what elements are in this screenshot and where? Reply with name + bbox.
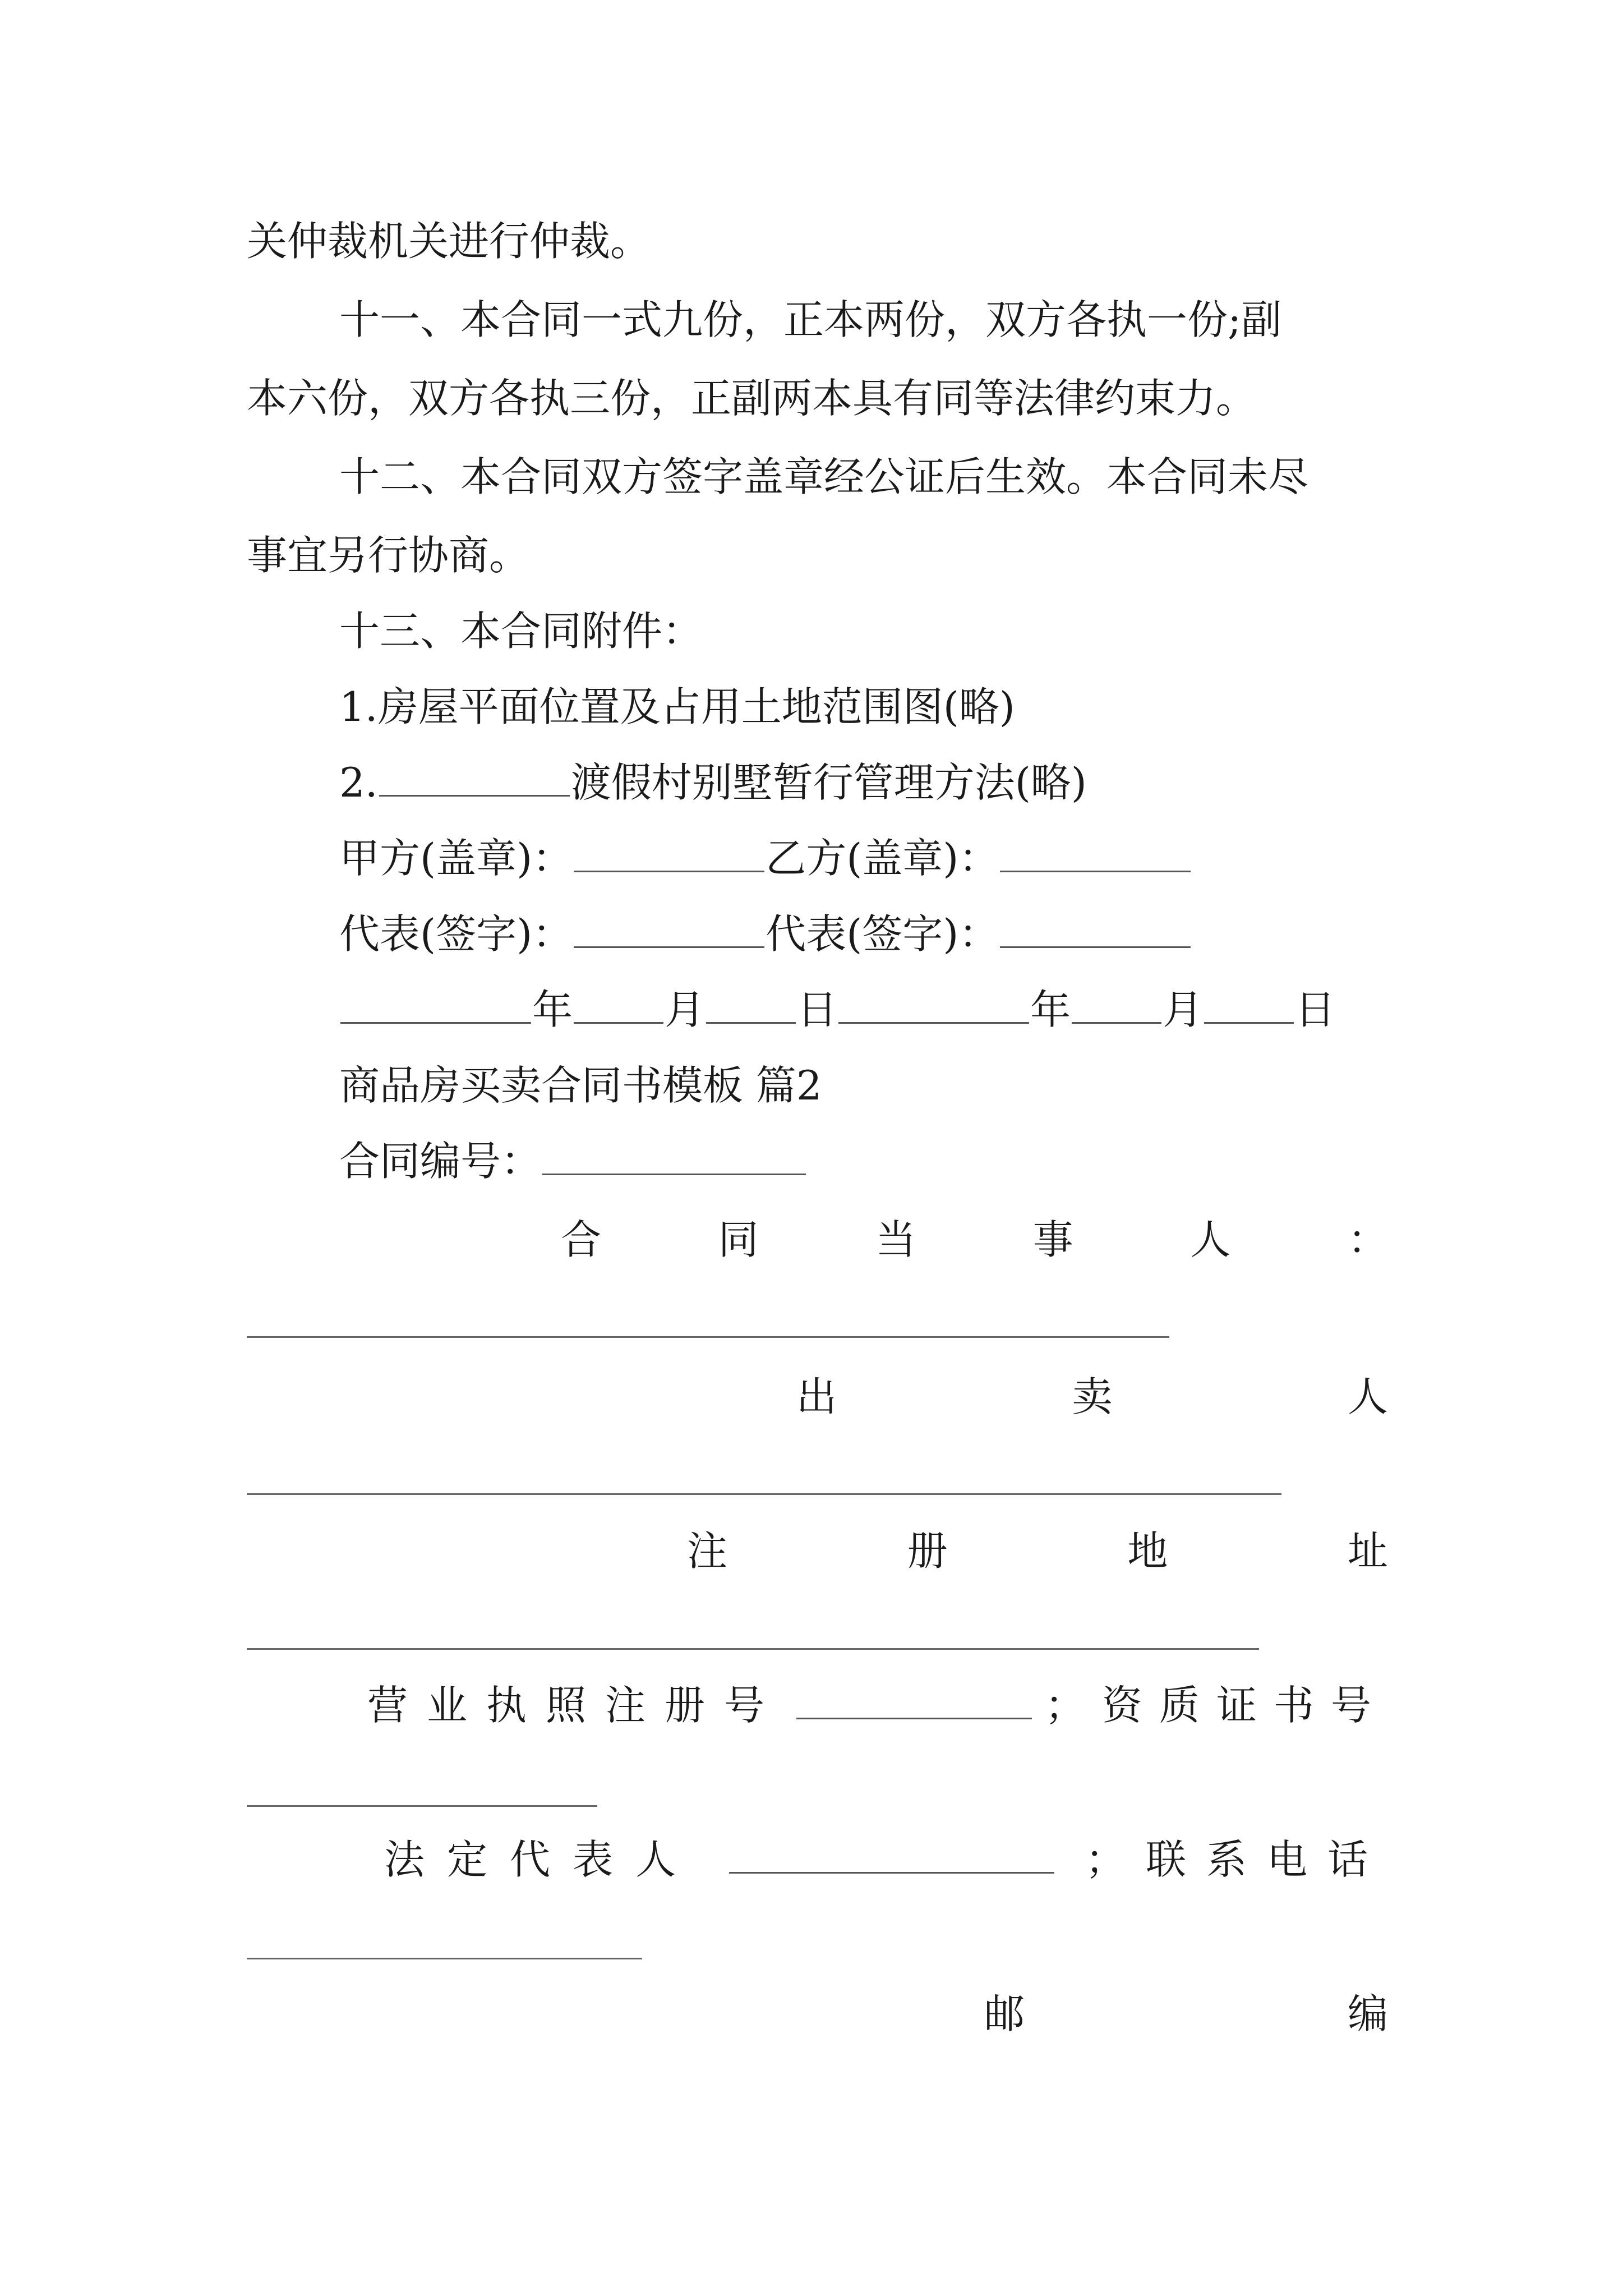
seller-blank-line <box>247 1493 1281 1495</box>
legal-rep-blank <box>729 1861 1054 1874</box>
party-b-seal-blank <box>1000 859 1191 872</box>
address-heading <box>687 1517 1388 1585</box>
parties-heading <box>561 1206 1388 1273</box>
attachment-1: 1.房屋平面位置及占用土地范围图(略) <box>339 683 1015 730</box>
month-label: 月 <box>1163 986 1204 1033</box>
party-b-month-blank <box>1072 1011 1161 1024</box>
clause-12-line1: 十二、本合同双方签字盖章经公证后生效。本合同未尽 <box>339 453 1309 500</box>
year-label: 年 <box>532 986 573 1033</box>
contract-number-label: 合同编号： <box>339 1138 542 1185</box>
clause-11-line1: 十一、本合同一式九份，正本两份，双方各执一份;副 <box>339 296 1282 343</box>
clause-12-line2: 事宜另行协商。 <box>247 532 530 579</box>
party-a-day-blank <box>706 1011 796 1024</box>
seal-line <box>339 825 1388 892</box>
contract-number-blank <box>542 1162 806 1175</box>
postcode-char: 邮 <box>984 1990 1025 2037</box>
address-char: 册 <box>907 1527 948 1575</box>
day-label: 日 <box>1295 986 1336 1033</box>
parties-char: 同 <box>718 1216 759 1263</box>
attachment-2-number: 2. <box>339 759 378 806</box>
year-label: 年 <box>1030 986 1071 1033</box>
postcode-char: 编 <box>1347 1990 1388 2037</box>
party-b-seal-label: 乙方(盖章)： <box>766 835 999 882</box>
seller-char: 卖 <box>1072 1373 1113 1420</box>
cert-number-blank-line <box>247 1805 597 1807</box>
seller-char: 人 <box>1347 1373 1388 1420</box>
party-b-rep-blank <box>1000 935 1191 948</box>
parties-blank-line <box>247 1336 1169 1338</box>
legal-rep-label: 法定代表人 <box>384 1836 699 1883</box>
seller-heading <box>796 1363 1388 1430</box>
month-label: 月 <box>665 986 706 1033</box>
para-arbitration-end: 关仲裁机关进行仲裁。 <box>247 218 651 265</box>
address-char: 址 <box>1347 1527 1388 1575</box>
date-line <box>339 976 1388 1043</box>
license-number-blank <box>796 1706 1032 1719</box>
village-name-blank <box>379 784 570 797</box>
license-line <box>367 1672 1388 1739</box>
legal-rep-line <box>384 1826 1388 1893</box>
attachment-2 <box>339 749 1388 816</box>
seller-char: 出 <box>796 1373 837 1420</box>
parties-char: ： <box>1347 1216 1388 1263</box>
signature-line <box>339 900 1388 968</box>
party-a-seal-blank <box>574 859 764 872</box>
party-a-seal-label: 甲方(盖章)： <box>339 835 573 882</box>
clause-13-heading: 十三、本合同附件： <box>339 608 703 655</box>
phone-label: ；联系电话 <box>1085 1836 1388 1883</box>
parties-char: 人 <box>1190 1216 1231 1263</box>
parties-char: 合 <box>561 1216 602 1263</box>
address-char: 地 <box>1127 1527 1168 1575</box>
party-b-day-blank <box>1204 1011 1294 1024</box>
phone-blank-line <box>247 1958 642 1959</box>
address-char: 注 <box>687 1527 728 1575</box>
party-a-year-blank <box>340 1011 531 1024</box>
attachment-2-text: 渡假村别墅暂行管理方法(略) <box>570 759 1087 806</box>
party-b-rep-label: 代表(签字)： <box>766 910 999 958</box>
parties-char: 事 <box>1032 1216 1073 1263</box>
clause-11-line2: 本六份，双方各执三份，正副两本具有同等法律约束力。 <box>247 375 1257 422</box>
address-blank-line <box>247 1648 1259 1650</box>
party-a-rep-blank <box>574 935 764 948</box>
cert-label: ；资质证书号 <box>1044 1682 1388 1729</box>
license-label: 营业执照注册号 <box>367 1682 784 1729</box>
contract-number-line <box>339 1128 1388 1195</box>
party-b-year-blank <box>838 1011 1029 1024</box>
section-title: 商品房买卖合同书模板 篇2 <box>339 1062 822 1109</box>
parties-char: 当 <box>875 1216 916 1263</box>
party-a-month-blank <box>574 1011 663 1024</box>
postcode-heading <box>984 1980 1388 2047</box>
day-label: 日 <box>797 986 838 1033</box>
party-a-rep-label: 代表(签字)： <box>339 910 573 958</box>
